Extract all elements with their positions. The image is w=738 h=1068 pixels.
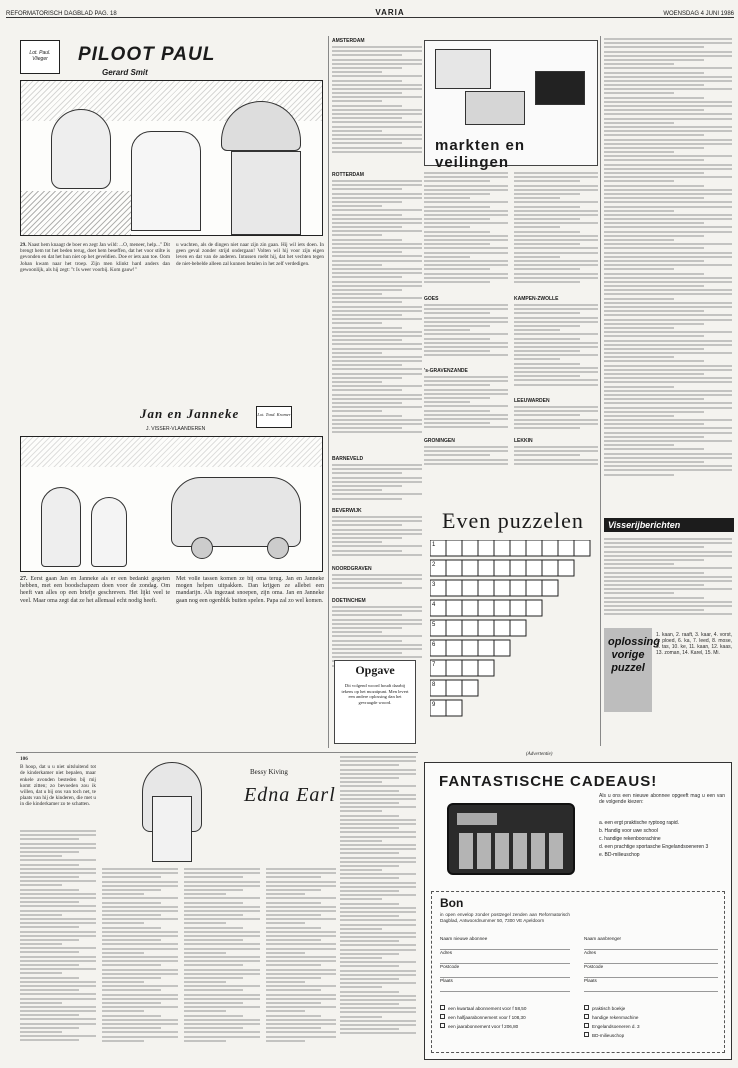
choice-jaar[interactable]: [440, 1022, 580, 1031]
story-section: [20, 756, 418, 1062]
puzzle-cell[interactable]: [542, 560, 558, 576]
comic-title: PILOOT PAUL: [78, 44, 216, 65]
comic2-caption-left: Eerst gaan Jan en Janneke als er een bedankt gegeten hebben, met een boodschapzen doen voor de zondag. Om heeft van alles op een briefje geschreven. Het lijkt veel te veel. Maar oma zegt dat ze het allemaal echt nodig heeft.: [20, 576, 170, 604]
coupon-fields-right: [584, 936, 718, 992]
comic-panel-number: 29.: [20, 242, 27, 248]
jan-janneke-comic: [20, 406, 324, 572]
comic2-caption-right: Met volle tassen komen ze bij oma terug. Jan en Janneke mogen helpen uitpakken. Dan krijgen ze allebei een mandarijn. Als ingezaat snoepen, zijn oma. Jan en Janneke gaan nog een ogenblik buiten spelen. Papa zal zo wel komen.: [176, 576, 324, 604]
choice-kwartaal-label: een kwartaal abonnement voor f 58,50: [448, 1006, 527, 1011]
ad-intro: Als u ons een nieuwe abonnee opgeeft mag u een van de volgende kiezen:: [599, 793, 725, 805]
comic-stamp: Lot. Paul. Vlieger: [20, 40, 60, 74]
opgave-box: [334, 660, 416, 744]
markten-header: [424, 40, 598, 171]
markten-kampen: KAMPEN-ZWOLLE: [514, 296, 559, 302]
puzzle-cell[interactable]: [446, 540, 462, 556]
coupon: [431, 891, 725, 1053]
puzzle-cell[interactable]: [446, 700, 462, 716]
puzzle-row-number: 9: [432, 702, 436, 708]
puzzle-cell[interactable]: [462, 600, 478, 616]
puzzle-cell[interactable]: [494, 560, 510, 576]
coupon-text: in open envelop zonder postzegel zenden aan Reformatorisch Dagblad, Antwoordnummer 50, 7300 VE Apeldoorn: [440, 912, 570, 923]
puzzle-cell[interactable]: [462, 640, 478, 656]
puzzle-cell[interactable]: [526, 580, 542, 596]
puzzle-cell[interactable]: [526, 540, 542, 556]
comic-text-left: [20, 242, 170, 324]
puzzle-cell[interactable]: [494, 540, 510, 556]
puzzle-row-number: 8: [432, 682, 436, 688]
puzzle-cell[interactable]: [510, 600, 526, 616]
puzzle-section: [424, 508, 598, 744]
listing-head-doetinchem: DOETINCHEM: [332, 598, 366, 604]
story-intro: B hoop, dat u u niet uitsluitend tot de kinderkamer niet bepalen, maar enkele avonden besteden bij mij komt zitten; zo bevoeden zou ik willen, dat u bij ons van toch net, te plaats van hij de kinderen, die met u in die kinderkamer zo te schatten.: [20, 764, 96, 808]
field-adres[interactable]: Adres: [440, 950, 570, 964]
column-rule: [328, 36, 329, 748]
header-left: REFORMATORISCH DAGBLAD PAG. 18: [6, 11, 117, 17]
listing-head-noordgraven: NOORDGRAVEN: [332, 566, 372, 572]
puzzle-cell[interactable]: [446, 560, 462, 576]
puzzle-row-number: 1: [432, 542, 436, 548]
gift-engeland-label: Engelandsoeneren d. 3: [592, 1024, 640, 1029]
gift-rekenmachine-label: handige rekenmachine: [592, 1015, 639, 1020]
coupon-title: Bon: [440, 896, 464, 910]
puzzle-row-number: 2: [432, 562, 436, 568]
field-postcode-aanbrenger[interactable]: Postcode: [584, 964, 718, 978]
choice-halfjaar-label: een halfjaarabonnement voor f 108,30: [448, 1015, 526, 1020]
markten-gravenzande: 's-GRAVENZANDE: [424, 368, 468, 374]
puzzle-cell[interactable]: [510, 540, 526, 556]
ad-option-e[interactable]: e. BD-milieuschop: [599, 852, 640, 858]
puzzle-cell[interactable]: [462, 540, 478, 556]
puzzle-cell[interactable]: [478, 560, 494, 576]
comic2-stamp: Lot. Tond. Kramer: [256, 406, 292, 428]
story-number: 106: [20, 756, 28, 762]
puzzle-cell[interactable]: [542, 540, 558, 556]
puzzle-cell[interactable]: [446, 680, 462, 696]
comic2-author: J. VISSER-VLAANDEREN: [146, 426, 206, 432]
opgave-text: Dit volgend woord houdt daarbij tekens op het mozaïpunt. Men levert een andere oplossing dan het gevraagde woord.: [341, 683, 409, 705]
comic-caption-right: u wachten, als de dingen niet naar zijn zin gaan. Hij wil iets doen. In geen geval zonder strijd ondergaan! Volten wil hij voor zijn eigen leven en dat van de anderen. Intussen roebt hij, dat het vechten tegen de niet-bebelde alleen zal kunnen betalen in het zelf verdedigen.: [176, 242, 324, 267]
puzzle-grid: [430, 540, 604, 740]
vissers-text: [604, 538, 732, 622]
gift-boekje-label: praktisch boekje: [592, 1006, 626, 1011]
puzzle-cell[interactable]: [510, 580, 526, 596]
comic2-text-right: [176, 576, 324, 742]
market-column: [332, 38, 422, 738]
coupon-gift-choices: [584, 1004, 718, 1040]
puzzle-cell[interactable]: [478, 660, 494, 676]
puzzle-cell[interactable]: [462, 560, 478, 576]
field-plaats-aanbrenger[interactable]: Plaats: [584, 978, 718, 992]
puzzle-row-number: 4: [432, 602, 436, 608]
story-title: Edna Earl: [244, 784, 336, 806]
oplossing-label: oplossing vorige puzzel: [604, 628, 652, 712]
puzzle-cell[interactable]: [478, 640, 494, 656]
markten-leeuwarden: LEEUWARDEN: [514, 398, 550, 404]
puzzle-cell[interactable]: [526, 600, 542, 616]
puzzle-cell[interactable]: [558, 540, 574, 556]
oplossing-answers: 1. kaan, 2. raaft, 3. kaar, 4. vorst, 5. ploed, 6. ka, 7. leed, 8. mose, 9. tas, 10. ke, 11. kaan, 12. kaas, 13. zoman, 14. Karel, 15. Mi.: [656, 632, 732, 656]
comic2-title: Jan en Janneke: [140, 406, 240, 421]
puzzle-cell[interactable]: [478, 620, 494, 636]
puzzle-cell[interactable]: [542, 580, 558, 596]
coupon-fields-left: [440, 936, 570, 992]
listing-head-amsterdam: AMSTERDAM: [332, 38, 365, 44]
ad-options: [599, 819, 725, 859]
puzzle-cell[interactable]: [478, 540, 494, 556]
coupon-choices: [440, 1004, 580, 1031]
puzzle-row-number: 6: [432, 642, 436, 648]
gift-milieu[interactable]: [584, 1031, 718, 1040]
comic2-panel-number: 27.: [20, 576, 28, 582]
ad-box: [424, 762, 732, 1060]
ad-title: FANTASTISCHE CADEAUS!: [439, 773, 658, 790]
markten-groningen: GRONINGEN: [424, 438, 455, 444]
puzzle-cell[interactable]: [574, 540, 590, 556]
ad-option-d[interactable]: d. een prachtige sportasche Engelandsoeneren 3: [599, 844, 709, 850]
markten-lekkin: LEKKIN: [514, 438, 533, 444]
puzzle-cell[interactable]: [526, 560, 542, 576]
choice-jaar-label: een jaarabonnement voor f 206,80: [448, 1024, 519, 1029]
field-naam-aanbrenger[interactable]: Naam aanbrenger: [584, 936, 718, 950]
field-adres-aanbrenger[interactable]: Adres: [584, 950, 718, 964]
puzzle-cell[interactable]: [510, 620, 526, 636]
calculator-image: [447, 803, 575, 875]
puzzle-cell[interactable]: [446, 620, 462, 636]
section-title: VARIA: [375, 8, 405, 17]
comic-author: Gerard Smit: [102, 68, 148, 77]
markten-text: [424, 172, 598, 472]
comic-text-right: [176, 242, 324, 324]
puzzle-cell[interactable]: [494, 580, 510, 596]
ad-option-c[interactable]: c. handige rekenboorachine: [599, 836, 661, 842]
puzzle-row-number: 3: [432, 582, 436, 588]
puzzle-cell[interactable]: [446, 640, 462, 656]
puzzle-row-number: 5: [432, 622, 436, 628]
gift-engeland[interactable]: [584, 1022, 718, 1031]
puzzle-cell[interactable]: [478, 600, 494, 616]
piloot-paul-comic: [20, 40, 324, 236]
page-header: [6, 6, 734, 18]
ad-label: (Advertentie): [526, 752, 553, 757]
right-column: [604, 38, 732, 508]
puzzle-cell[interactable]: [510, 560, 526, 576]
puzzle-cell[interactable]: [462, 680, 478, 696]
gift-rekenmachine[interactable]: [584, 1013, 718, 1022]
gift-milieu-label: BD-milieuschop: [592, 1033, 625, 1038]
puzzle-cell[interactable]: [462, 620, 478, 636]
choice-halfjaar[interactable]: [440, 1013, 580, 1022]
opgave-title: Opgave: [355, 663, 395, 677]
header-right: WOENSDAG 4 JUNI 1986: [663, 11, 734, 17]
markten-title: markten en veilingen: [435, 137, 526, 171]
puzzle-cell[interactable]: [558, 560, 574, 576]
markten-goes: GOES: [424, 296, 439, 302]
puzzle-title: Even puzzelen: [442, 508, 584, 533]
vissers-header: Visserijberichten: [604, 518, 734, 532]
puzzle-cell[interactable]: [494, 640, 510, 656]
puzzle-cell[interactable]: [446, 600, 462, 616]
listing-head-rotterdam: ROTTERDAM: [332, 172, 364, 178]
listing-head-barneveld: BARNEVELD: [332, 456, 364, 462]
puzzle-cell[interactable]: [462, 580, 478, 596]
field-naam[interactable]: Naam nieuwe abonnee: [440, 936, 570, 950]
comic-caption-left: Naast hem knaagt de boer en zegt Jan wild: ...O, meneer, help..." Dit brengt hem tot het beden terug, doet hem beseffen, dat het voor stilte is gevonden en dat het hun niet op het geveldien. Doe er iets aan toe. Oom Johan kwam naar het troep. Zijn men klinkt hard anders dan gewoonlijk, als hij zegt: "t Is weer voorbij. Kom gauw!": [20, 242, 170, 273]
ad-option-a[interactable]: a. een ergt praktische ryptoog rapid.: [599, 820, 680, 826]
field-plaats[interactable]: Plaats: [440, 978, 570, 992]
comic2-text-left: [20, 576, 170, 742]
section-rule: [16, 752, 418, 753]
gift-boekje[interactable]: [584, 1004, 718, 1013]
comic-panel-art: [20, 80, 323, 236]
choice-kwartaal[interactable]: [440, 1004, 580, 1013]
puzzle-cell[interactable]: [478, 580, 494, 596]
comic2-panel-art: [20, 436, 323, 572]
story-author: Bessy Kiving: [250, 768, 288, 776]
listing-head-beverwijk: BEVERWIJK: [332, 508, 362, 514]
oplossing-text: [656, 632, 732, 712]
puzzle-cell[interactable]: [494, 620, 510, 636]
puzzle-cell[interactable]: [446, 580, 462, 596]
puzzle-cell[interactable]: [494, 600, 510, 616]
puzzle-row-number: 7: [432, 662, 436, 668]
field-postcode[interactable]: Postcode: [440, 964, 570, 978]
puzzle-cell[interactable]: [446, 660, 462, 676]
puzzle-cell[interactable]: [462, 660, 478, 676]
ad-option-b[interactable]: b. Handig voor uwe school: [599, 828, 658, 834]
